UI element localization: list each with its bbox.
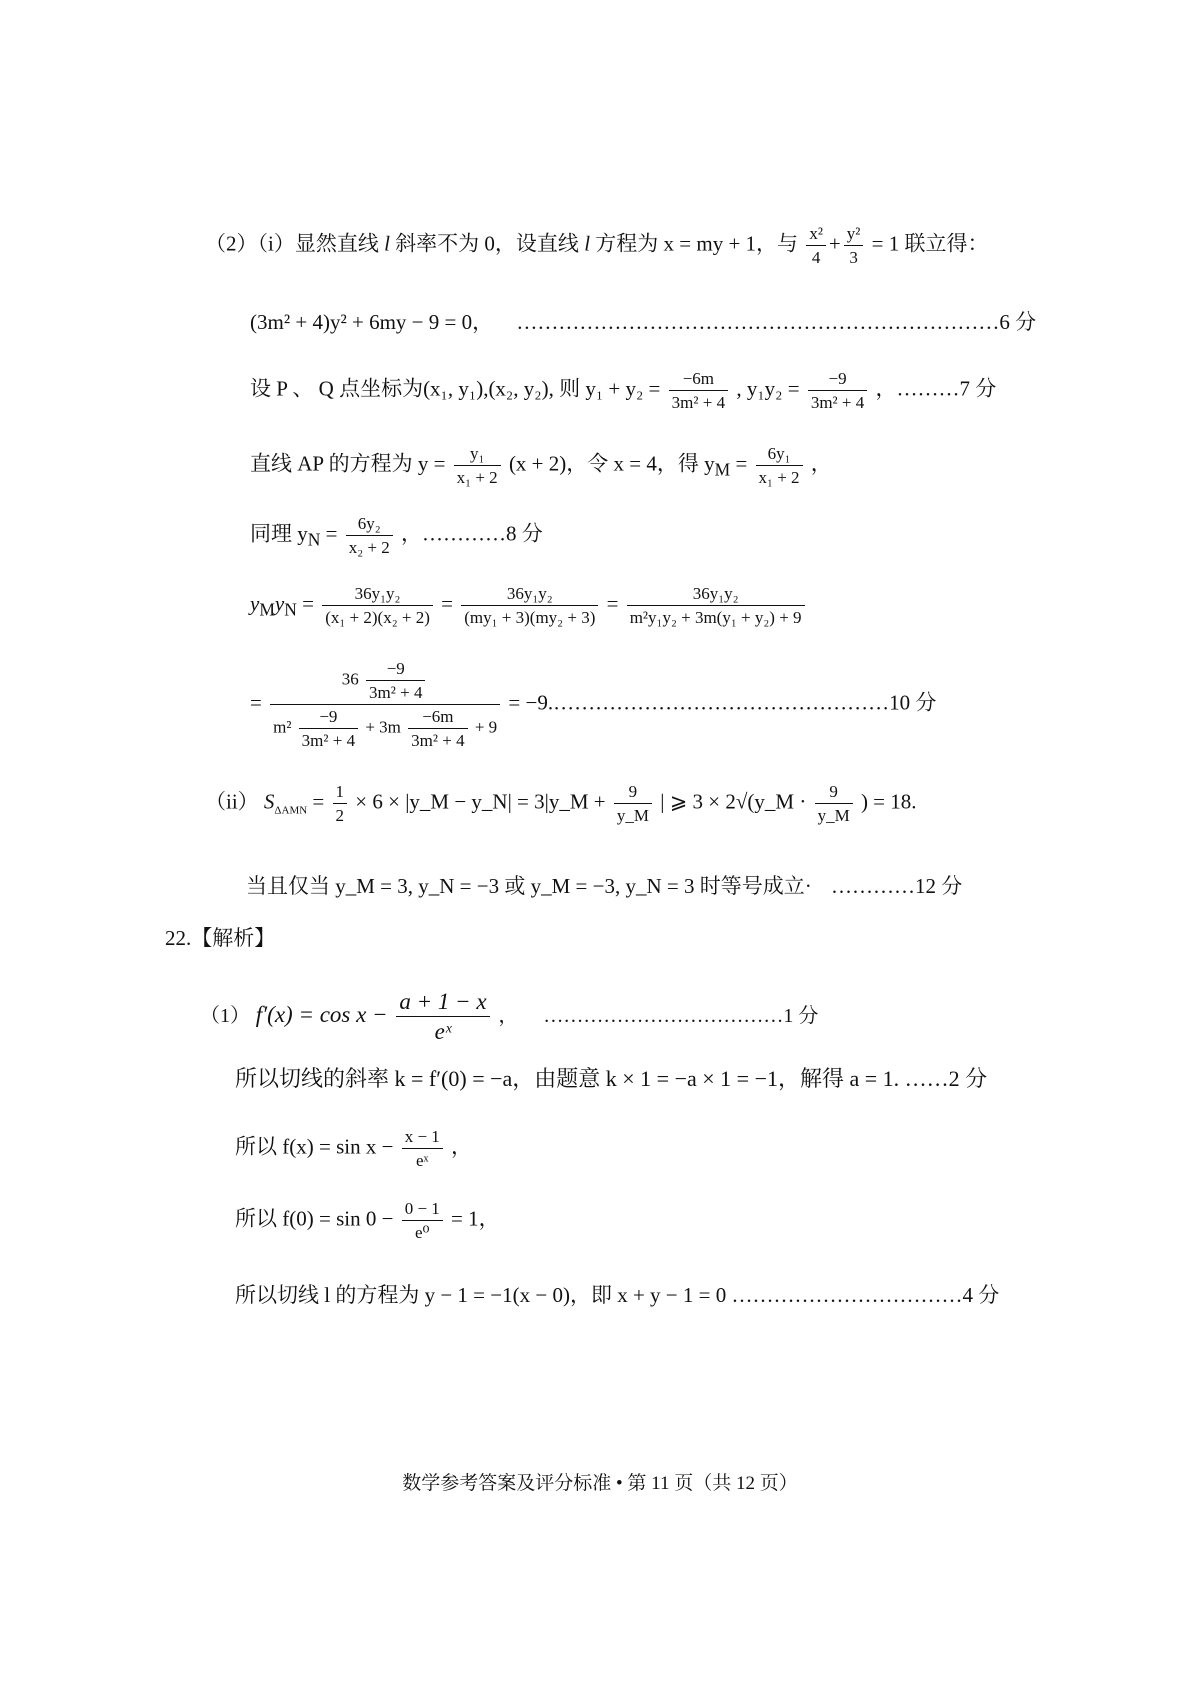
line-11 bbox=[200, 990, 818, 1043]
l14-prefix: 所以 f(0) = sin 0 − bbox=[235, 1206, 394, 1231]
l8-S: S bbox=[263, 789, 275, 814]
l1-text2: 斜率不为 0，设直线 bbox=[395, 231, 579, 256]
l6-frac-2: $\frac{\text{36y₁y₂}}{\text{(my₁ + 3)(my₂ + 3)}}$ bbox=[461, 585, 598, 626]
l4-sub: M bbox=[714, 459, 731, 480]
l6-eq2: = bbox=[441, 591, 453, 616]
l7-result: = −9. bbox=[508, 690, 554, 715]
l5-frac-yn: $\frac{\text{6y₂}}{\text{x₂ + 2}}$ bbox=[346, 515, 393, 556]
l2-dots: ……………………………………………………………6 分 bbox=[516, 310, 1037, 334]
l13-prefix: 所以 f(x) = sin x − bbox=[235, 1134, 394, 1159]
l8-frac-half: $\frac{1}{2}$ bbox=[333, 783, 348, 824]
line-7 bbox=[250, 660, 936, 749]
l11-dots: ， ………………………………1 分 bbox=[498, 1004, 819, 1027]
l1-var-l: l bbox=[384, 231, 390, 256]
l1-text3: 方程为 x = my + 1，与 bbox=[595, 231, 799, 256]
l14-frac: $\frac{0 - 1}{\text{e⁰}}$ bbox=[402, 1200, 443, 1241]
l11-prefix: （1） bbox=[200, 1004, 250, 1027]
l3-dots: ，………7 分 bbox=[875, 376, 997, 401]
l3-prefix: 设 P 、 Q 点坐标为(x₁, y₁),(x₂, y₂), 则 y₁ + y₂ = bbox=[250, 376, 661, 401]
l7-dots: …………………………………………10 分 bbox=[553, 690, 937, 715]
l11-frac: $\frac{a + 1 - x}{\text{eˣ}}$ bbox=[396, 990, 489, 1043]
line-6 bbox=[250, 585, 808, 626]
l6-sub2: N bbox=[284, 599, 297, 620]
l11-eq: f′(x) = cos x − bbox=[255, 1001, 388, 1027]
l4-mid: (x + 2)，令 x = 4，得 y bbox=[508, 451, 715, 476]
l4-frac-slope: $\frac{\text{y₁}}{\text{x₁ + 2}}$ bbox=[454, 445, 501, 486]
l4-prefix: 直线 AP 的方程为 y = bbox=[250, 451, 446, 476]
l2-eq: (3m² + 4)y² + 6my − 9 = 0， bbox=[250, 310, 494, 334]
l1-suffix: = 1 联立得： bbox=[871, 231, 989, 256]
l1-var-l2: l bbox=[584, 231, 591, 256]
line-5 bbox=[250, 515, 543, 556]
line-15 bbox=[235, 1285, 999, 1306]
line-1: （2）（i）显然直线 l 斜率不为 0，设直线 l 方程为 x = my + 1，与 $\frac{\text{x²}}{4}$ + $\frac{\text{y²}}{3}$ = 1 联立得： bbox=[205, 224, 989, 267]
l1-frac-x: $\frac{\text{x²}}{4}$ bbox=[806, 225, 826, 266]
l6-frac-3: $\frac{\text{36y₁y₂}}{\text{m²y₁y₂ + 3m(y₁ + y₂) + 9}}$ bbox=[627, 585, 805, 626]
l6-eq1: = bbox=[302, 591, 314, 616]
l3-mid: , y₁y₂ = bbox=[736, 376, 800, 401]
l6-sub1: M bbox=[259, 599, 275, 620]
l4-eq: = bbox=[735, 451, 748, 476]
l5-sub: N bbox=[307, 529, 321, 550]
l6-y2: y bbox=[274, 591, 285, 616]
l4-suffix: ， bbox=[810, 451, 832, 476]
l3-frac-sum: $\frac{-6m}{\text{3m² + 4}}$ bbox=[669, 370, 728, 411]
line-12 bbox=[235, 1068, 987, 1090]
l13-frac: $\frac{x - 1}{\text{eˣ}}$ bbox=[402, 1128, 443, 1169]
line-13 bbox=[235, 1128, 472, 1169]
l8-mid: × 6 × |y_M − y_N| = 3|y_M + bbox=[355, 789, 606, 814]
l8-end: ) = 18. bbox=[860, 789, 917, 814]
l7-denominator: m² $\frac{-9}{\text{3m² + 4}}$ + 3m $\frac{-6m}{\text{3m² + 4}}$ + 9 bbox=[273, 707, 498, 750]
l13-suffix: ， bbox=[451, 1134, 473, 1159]
l8-frac-g: $\frac{9}{y\_M}$ bbox=[815, 783, 853, 824]
line-4 bbox=[250, 445, 832, 486]
line-2 bbox=[250, 312, 1036, 333]
l8-prefix: （ii） bbox=[205, 789, 259, 814]
line-9 bbox=[246, 876, 962, 897]
l3-frac-prod: $\frac{-9}{\text{3m² + 4}}$ bbox=[808, 370, 867, 411]
l5-dots: ，…………8 分 bbox=[401, 521, 543, 546]
line-14 bbox=[235, 1200, 500, 1241]
l12-text: 所以切线的斜率 k = f′(0) = −a，由题意 k × 1 = −a × 1 = −1，解得 a = 1. ……2 分 bbox=[235, 1066, 988, 1091]
l4-frac-ym: $\frac{\text{6y₁}}{\text{x₁ + 2}}$ bbox=[756, 445, 803, 486]
l6-eq3: = bbox=[606, 591, 619, 616]
l15-text: 所以切线 l 的方程为 y − 1 = −1(x − 0)，即 x + y − 1 = 0 ……………………………4 分 bbox=[235, 1283, 1000, 1307]
line-3 bbox=[250, 370, 996, 411]
l8-Ssub: ΔAMN bbox=[274, 804, 308, 817]
l8-frac-f: $\frac{9}{y\_M}$ bbox=[614, 783, 652, 824]
l14-suffix: = 1， bbox=[451, 1206, 500, 1231]
l5-prefix: 同理 y bbox=[250, 521, 308, 546]
l8-eq1: = bbox=[312, 789, 325, 814]
l9-dots: …………12 分 bbox=[830, 874, 963, 898]
page-footer: 数学参考答案及评分标准 • 第 11 页（共 12 页） bbox=[402, 1473, 798, 1494]
l5-eq: = bbox=[325, 521, 338, 546]
l6-y1: y bbox=[250, 591, 260, 616]
l7-numerator: 36 $\frac{-9}{\text{3m² + 4}}$ bbox=[270, 660, 500, 705]
l8-mid2: | ⩾ 3 × 2√(y_M · bbox=[660, 789, 807, 814]
l6-frac-1: $\frac{\text{36y₁y₂}}{\text{(x₁ + 2)(x₂ + 2)}}$ bbox=[322, 585, 433, 626]
section-22-header: 22.【解析】 bbox=[165, 926, 276, 950]
l9-text: 当且仅当 y_M = 3, y_N = −3 或 y_M = −3, y_N = 3 时等号成立· bbox=[246, 874, 812, 898]
l7-eq: = bbox=[250, 690, 262, 715]
line-8 bbox=[205, 783, 917, 824]
l7-big-frac bbox=[270, 660, 500, 749]
l1-prefix: （2）（i）显然直线 bbox=[205, 231, 379, 256]
l1-frac-y: $\frac{\text{y²}}{3}$ bbox=[844, 225, 864, 266]
